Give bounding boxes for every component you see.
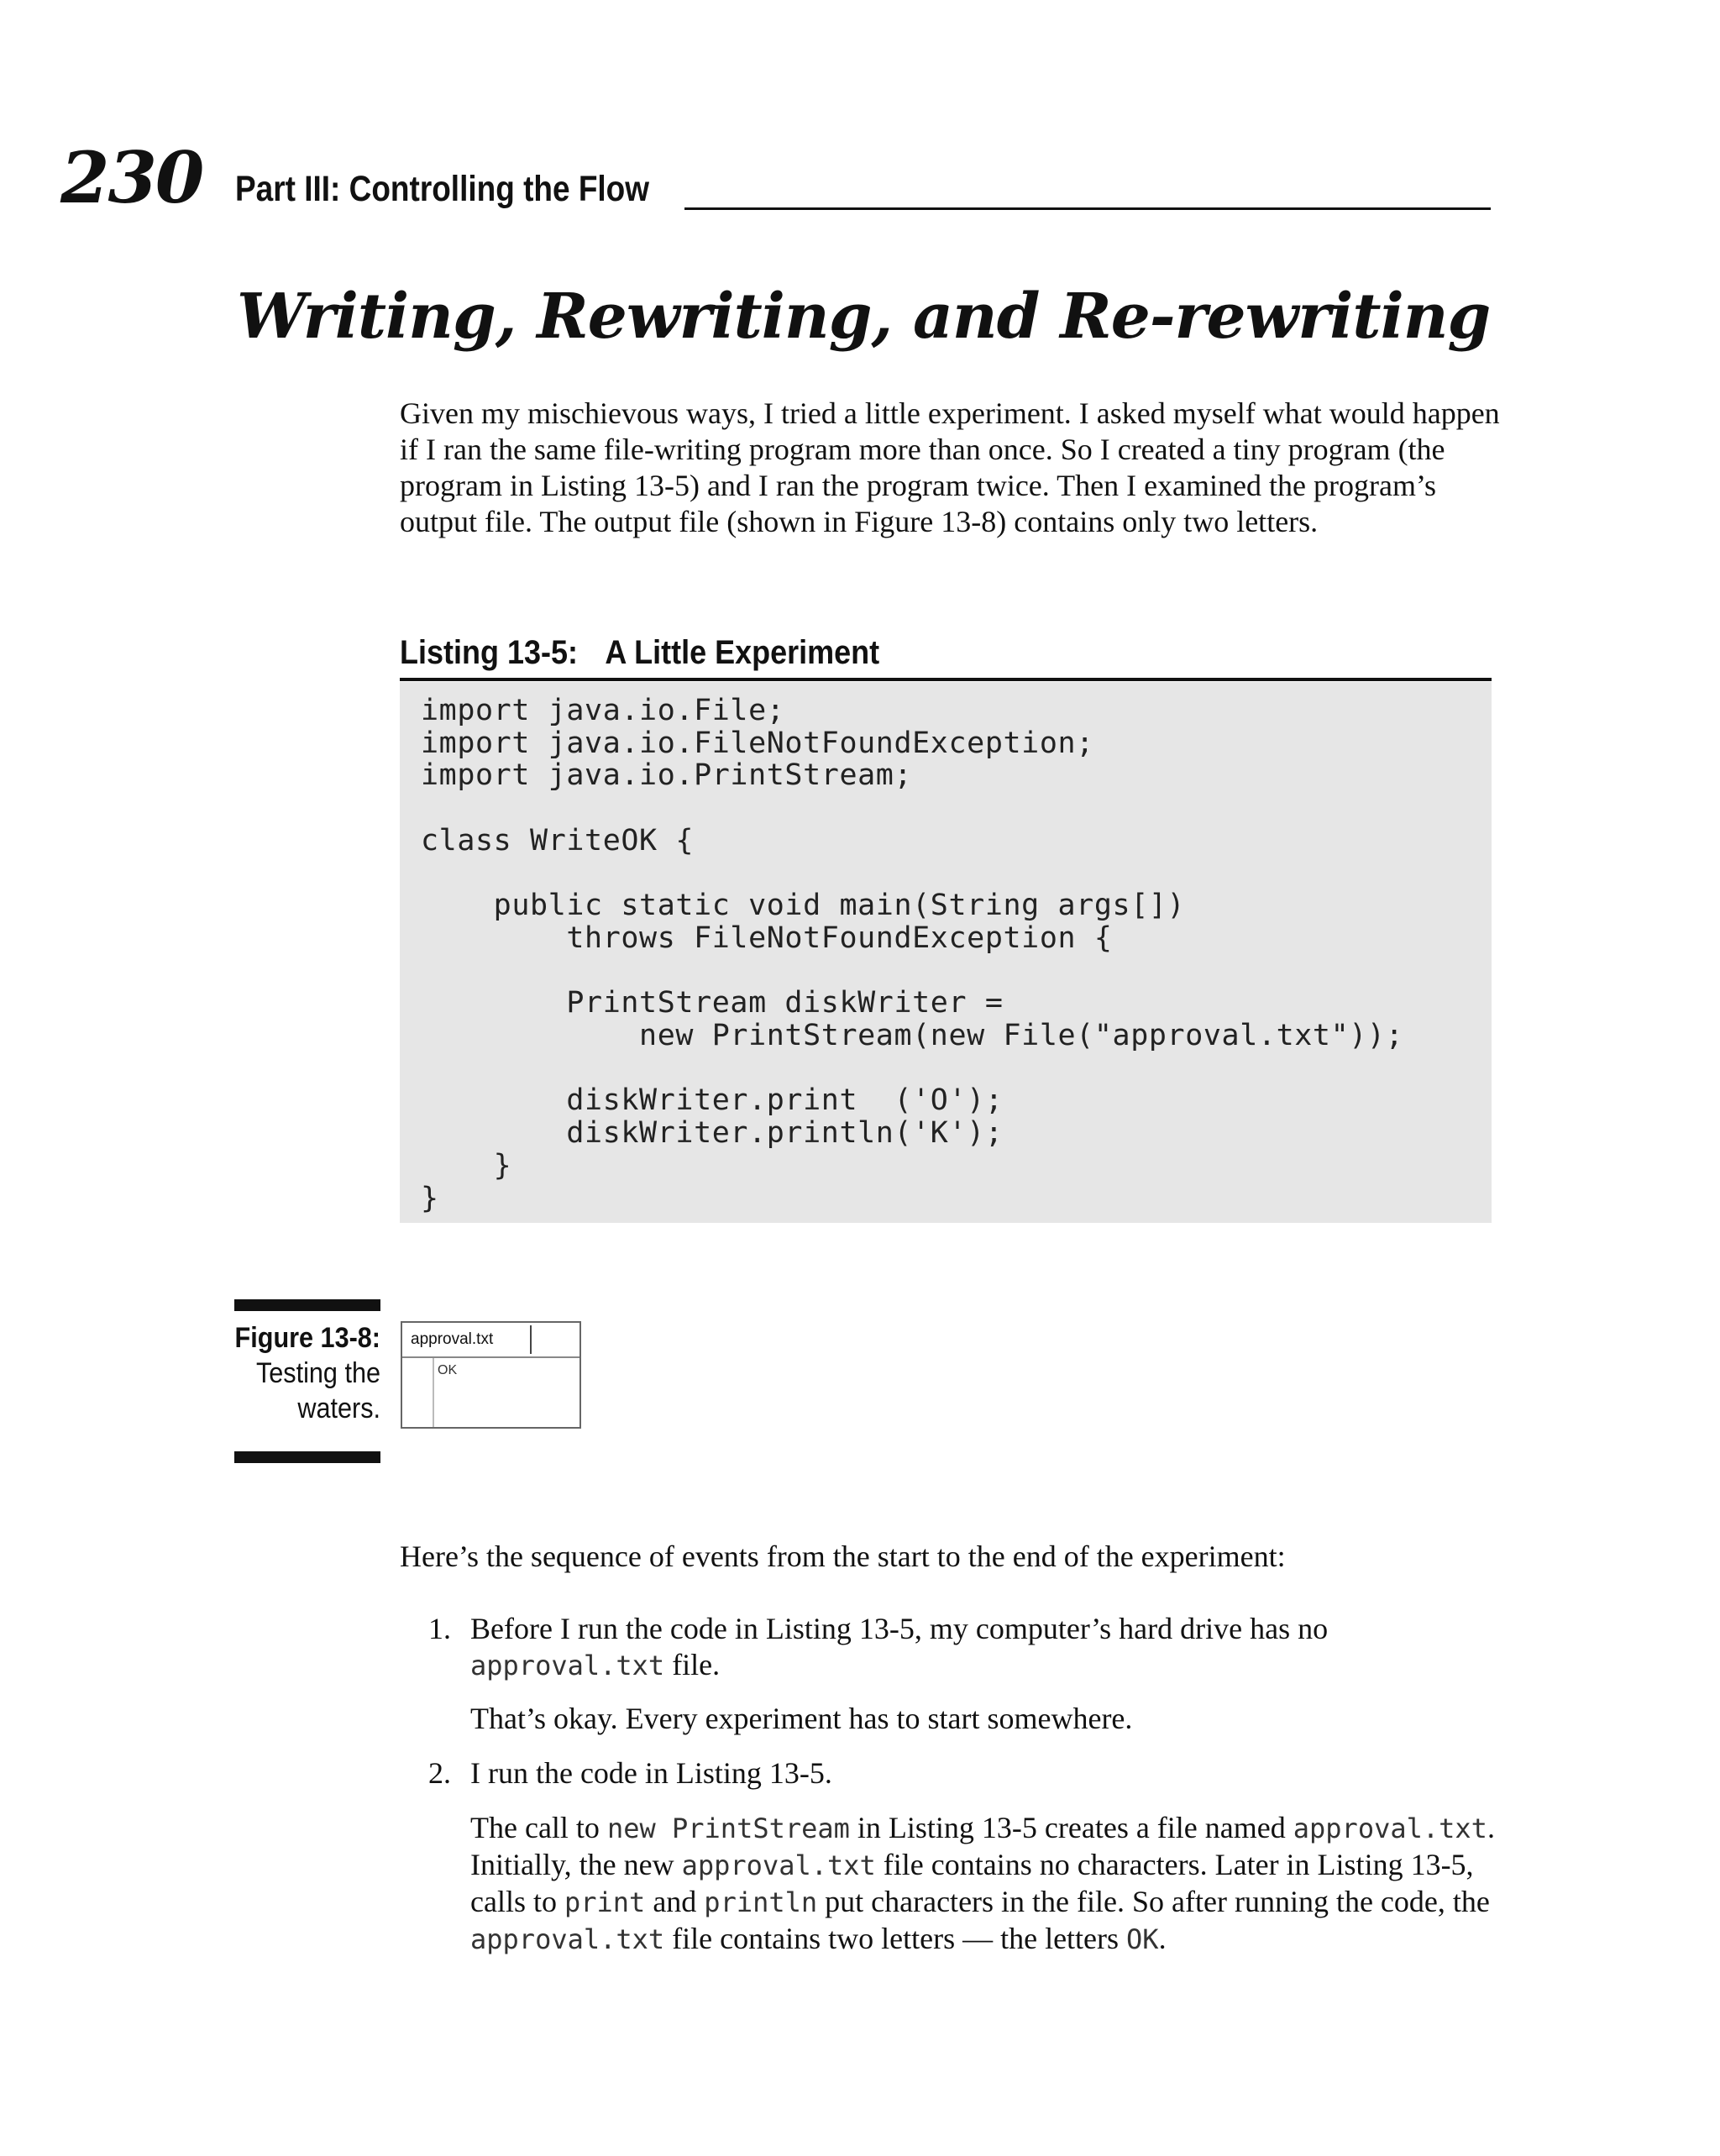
page-number: 230 xyxy=(60,136,203,219)
file-tab: approval.txt xyxy=(406,1325,532,1354)
step-note xyxy=(428,1810,1508,1958)
step-note xyxy=(428,1701,1508,1737)
code-line: import java.io.FileNotFoundException; xyxy=(421,726,1094,760)
list-number: 1. xyxy=(428,1612,451,1645)
code-line: import java.io.PrintStream; xyxy=(421,758,913,793)
code-line: diskWriter.print ('O'); xyxy=(421,1083,1004,1118)
code-line xyxy=(421,792,1492,825)
list-item xyxy=(428,1755,1508,1791)
code-line: diskWriter.println('K'); xyxy=(421,1116,1004,1151)
listing-caption xyxy=(400,636,879,669)
code-line: import java.io.File; xyxy=(421,694,785,727)
list-item xyxy=(428,1611,1508,1684)
code-line: throws FileNotFoundException { xyxy=(421,921,1113,955)
code-line: new PrintStream(new File("approval.txt")); xyxy=(421,1019,1404,1053)
list-number: 2. xyxy=(428,1756,451,1790)
listing-rule xyxy=(400,678,1492,681)
running-head: Part III: Controlling the Flow xyxy=(235,169,650,209)
code-line: PrintStream diskWriter = xyxy=(421,986,1004,1020)
code-line: class WriteOK { xyxy=(421,823,695,858)
code-line: public static void main(String args[]) xyxy=(421,889,1186,923)
figure-caption-line: waters. xyxy=(297,1393,380,1424)
step-text: I run the code in Listing 13-5. xyxy=(470,1756,832,1790)
file-content: OK xyxy=(438,1363,458,1377)
listing-title: A Little Experiment xyxy=(605,634,880,671)
step-note-text: The call to new PrintStream in Listing 13-5 creates a file named approval.txt. Initially, the new approval.txt file contains no characters. Later in Listing 13-5, calls to print and println put characters in the file. So after running the code, the approval.txt file contains two letters — the letters OK. xyxy=(470,1811,1495,1955)
figure-bottom-bar xyxy=(234,1451,380,1463)
code-listing xyxy=(400,682,1492,1223)
intro-paragraph: Given my mischievous ways, I tried a little experiment. I asked myself what would happen if I ran the same file-writing program more than once. So I created a tiny program (the program in Listing 13-5) and I ran the program twice. Then I examined the program’s output file. The output file (shown in Figure 13-8) contains only two letters. xyxy=(400,396,1500,538)
editor-gutter xyxy=(409,1358,434,1427)
figure-caption xyxy=(204,1320,380,1426)
code-line: } xyxy=(421,1148,512,1183)
figure-label: Figure 13-8: xyxy=(234,1322,380,1354)
sequence-intro: Here’s the sequence of events from the start to the end of the experiment: xyxy=(400,1540,1286,1573)
section-title: Writing, Rewriting, and Re-rewriting xyxy=(237,281,1491,353)
code-line: } xyxy=(421,1181,439,1215)
step-text: Before I run the code in Listing 13-5, my computer’s hard drive has no approval.txt file. xyxy=(470,1612,1329,1681)
figure-caption-line: Testing the xyxy=(255,1357,380,1389)
code-line xyxy=(421,955,1492,988)
code-line xyxy=(421,858,1492,890)
code-line xyxy=(421,1052,1492,1085)
header-rule xyxy=(684,207,1491,210)
figure-editor-window xyxy=(401,1321,581,1429)
figure-top-bar xyxy=(234,1299,380,1311)
step-note-text: That’s okay. Every experiment has to start somewhere. xyxy=(470,1702,1133,1735)
listing-label: Listing 13-5: xyxy=(400,634,579,671)
